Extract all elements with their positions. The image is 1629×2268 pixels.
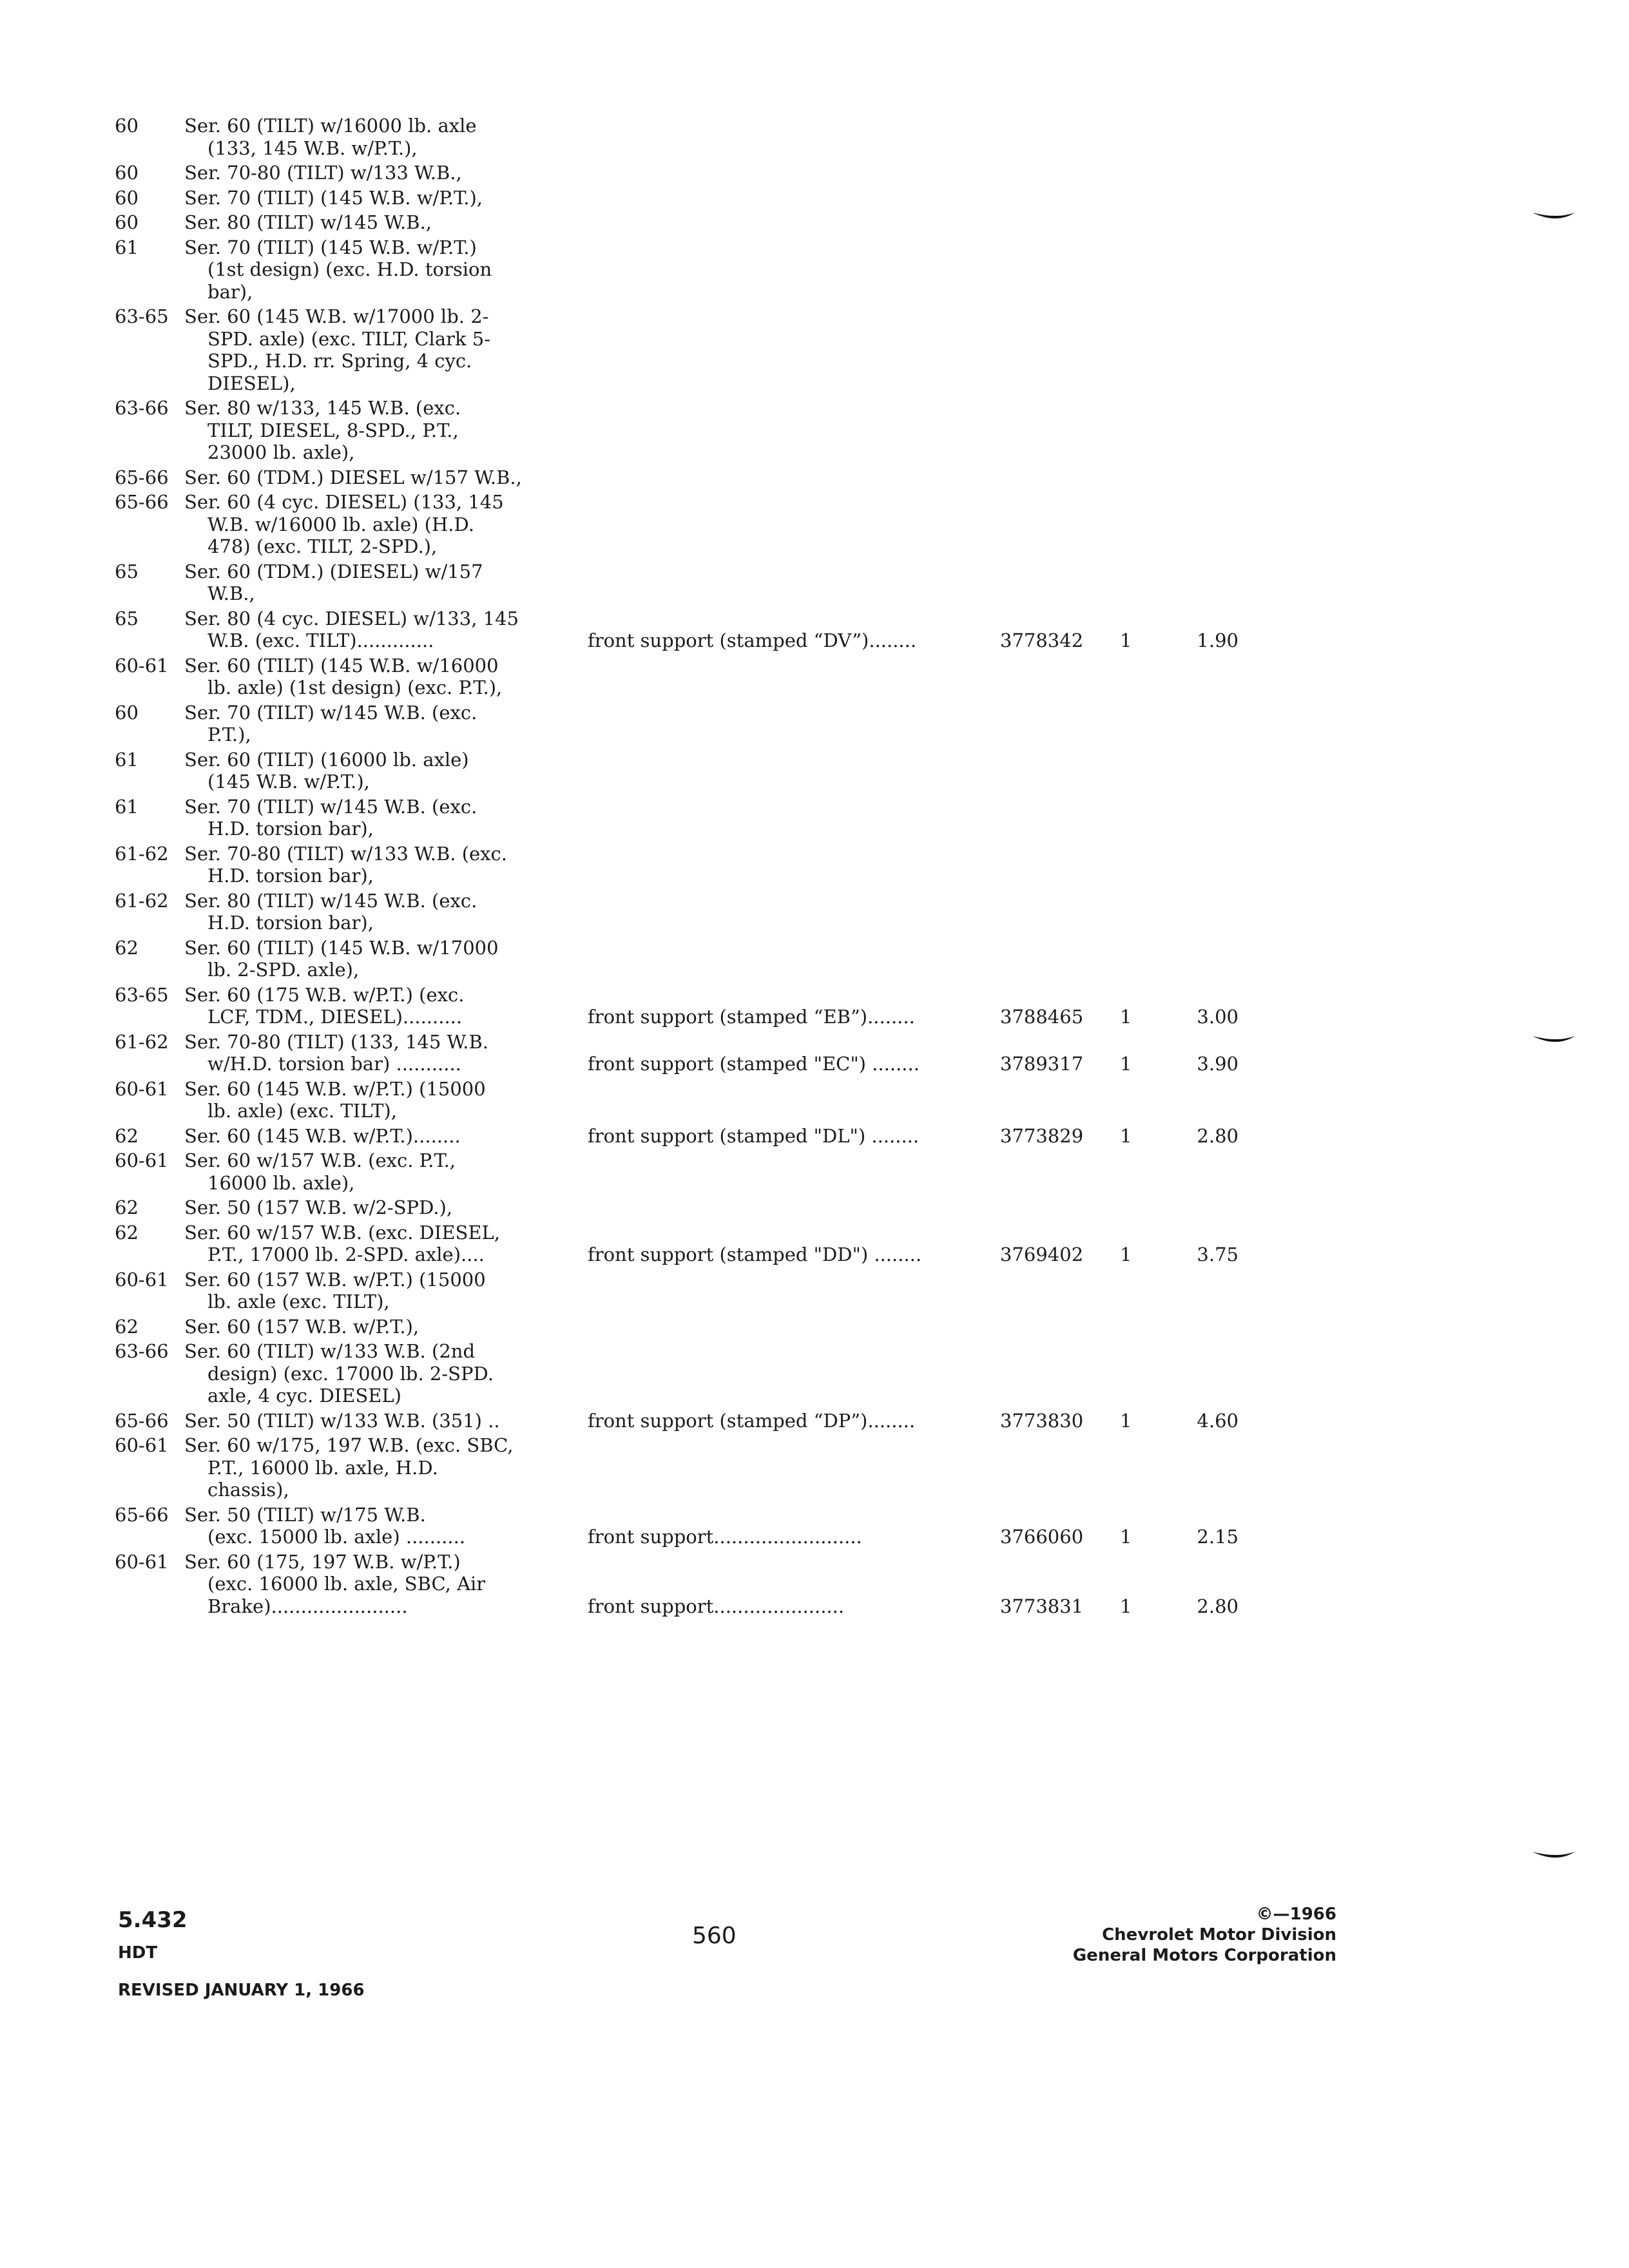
table-row xyxy=(0,1339,1629,1363)
model-year: 63-65 xyxy=(115,984,169,1006)
application-description: (exc. 15000 lb. axle) .......... xyxy=(207,1526,466,1548)
table-row xyxy=(0,1361,1629,1386)
table-row xyxy=(0,1220,1629,1245)
application-description: Ser. 50 (157 W.B. w/2-SPD.), xyxy=(184,1196,453,1218)
quantity: 1 xyxy=(1120,629,1132,651)
table-row xyxy=(0,1314,1629,1339)
part-name: front support......................... xyxy=(588,1526,862,1548)
model-year: 62 xyxy=(115,937,139,959)
application-description: Ser. 60 w/157 W.B. (exc. DIESEL, xyxy=(184,1222,501,1244)
quantity: 1 xyxy=(1120,1125,1132,1147)
application-description: (145 W.B. w/P.T.), xyxy=(207,771,370,793)
list-price: 2.80 xyxy=(1197,1125,1239,1147)
table-row xyxy=(0,747,1629,772)
table-row xyxy=(0,606,1629,631)
table-row xyxy=(0,936,1629,960)
table-row xyxy=(0,1571,1629,1596)
table-row xyxy=(0,534,1629,559)
table-row xyxy=(0,841,1629,866)
application-description: Ser. 80 (TILT) w/145 W.B., xyxy=(184,211,432,233)
application-description: Ser. 60 (145 W.B. w/17000 lb. 2- xyxy=(184,305,489,327)
application-description: Ser. 60 (175, 197 W.B. w/P.T.) xyxy=(184,1551,461,1573)
catalog-code: HDT xyxy=(118,1943,158,1963)
table-row xyxy=(0,794,1629,819)
model-year: 65 xyxy=(115,608,139,629)
table-row xyxy=(0,581,1629,606)
table-row xyxy=(0,396,1629,420)
application-description: Ser. 60 (157 W.B. w/P.T.), xyxy=(184,1316,419,1338)
part-number: 3789317 xyxy=(1000,1053,1084,1075)
application-description: Ser. 60 (TDM.) (DIESEL) w/157 xyxy=(184,561,483,582)
application-description: Ser. 70 (TILT) w/145 W.B. (exc. xyxy=(184,702,477,724)
table-row xyxy=(0,136,1629,160)
application-description: Brake)....................... xyxy=(207,1595,408,1617)
application-description: Ser. 50 (TILT) w/133 W.B. (351) .. xyxy=(184,1410,500,1432)
copyright-notice: ©—1966 xyxy=(1256,1905,1336,1924)
table-row xyxy=(0,1124,1629,1148)
model-year: 65 xyxy=(115,561,139,582)
table-row xyxy=(0,1099,1629,1123)
application-description: Ser. 50 (TILT) w/175 W.B. xyxy=(184,1504,426,1526)
table-row xyxy=(0,1077,1629,1101)
part-number: 3773830 xyxy=(1000,1410,1084,1432)
application-description: H.D. torsion bar), xyxy=(207,865,374,887)
table-row xyxy=(0,1594,1629,1619)
application-description: Ser. 60 (TILT) (145 W.B. w/16000 xyxy=(184,655,499,677)
application-description: Ser. 60 w/175, 197 W.B. (exc. SBC, xyxy=(184,1434,514,1456)
application-description: Ser. 70-80 (TILT) w/133 W.B. (exc. xyxy=(184,843,508,865)
application-description: Ser. 70 (TILT) (145 W.B. w/P.T.), xyxy=(184,187,483,209)
table-row xyxy=(0,418,1629,443)
application-description: Ser. 70 (TILT) w/145 W.B. (exc. xyxy=(184,796,477,818)
quantity: 1 xyxy=(1120,1595,1132,1617)
list-price: 1.90 xyxy=(1197,629,1239,651)
table-row xyxy=(0,889,1629,913)
table-row xyxy=(0,210,1629,235)
application-description: TILT, DIESEL, 8-SPD., P.T., xyxy=(207,419,459,441)
table-row xyxy=(0,280,1629,304)
part-name: front support (stamped "DD") ........ xyxy=(588,1244,922,1265)
section-number: 5.432 xyxy=(118,1907,188,1933)
corporation-name: General Motors Corporation xyxy=(1072,1946,1336,1965)
part-number: 3773831 xyxy=(1000,1595,1084,1617)
application-description: 478) (exc. TILT, 2-SPD.), xyxy=(207,535,438,557)
quantity: 1 xyxy=(1120,1526,1132,1548)
table-row xyxy=(0,983,1629,1007)
application-description: LCF, TDM., DIESEL).......... xyxy=(207,1006,463,1028)
application-description: Ser. 60 (TILT) w/16000 lb. axle xyxy=(184,115,477,137)
table-row xyxy=(0,1408,1629,1433)
table-row xyxy=(0,910,1629,935)
table-row xyxy=(0,1433,1629,1457)
application-description: (exc. 16000 lb. axle, SBC, Air xyxy=(207,1573,486,1595)
model-year: 63-65 xyxy=(115,305,169,327)
part-number: 3788465 xyxy=(1000,1006,1084,1028)
table-row xyxy=(0,349,1629,373)
part-number: 3769402 xyxy=(1000,1244,1084,1265)
table-row xyxy=(0,160,1629,185)
table-row xyxy=(0,1004,1629,1029)
table-row xyxy=(0,816,1629,841)
application-description: 23000 lb. axle), xyxy=(207,441,355,463)
application-description: 16000 lb. axle), xyxy=(207,1172,355,1194)
application-description: H.D. torsion bar), xyxy=(207,818,374,840)
application-description: Ser. 60 (TILT) (16000 lb. axle) xyxy=(184,749,469,771)
binding-mark-icon xyxy=(1531,210,1576,224)
part-number: 3778342 xyxy=(1000,629,1084,651)
application-description: Ser. 60 (4 cyc. DIESEL) (133, 145 xyxy=(184,491,504,513)
table-row xyxy=(0,512,1629,537)
binding-mark-icon xyxy=(1531,1033,1576,1048)
application-description: Ser. 70-80 (TILT) w/133 W.B., xyxy=(184,162,462,184)
list-price: 3.00 xyxy=(1197,1006,1239,1028)
table-row xyxy=(0,1550,1629,1574)
application-description: P.T., 16000 lb. axle, H.D. xyxy=(207,1457,438,1479)
table-row xyxy=(0,1030,1629,1054)
application-description: Ser. 70 (TILT) (145 W.B. w/P.T.) xyxy=(184,236,477,258)
application-description: lb. 2-SPD. axle), xyxy=(207,959,360,981)
table-row xyxy=(0,653,1629,678)
table-row xyxy=(0,327,1629,351)
model-year: 60 xyxy=(115,211,139,233)
application-description: W.B. (exc. TILT)............. xyxy=(207,629,434,651)
application-description: axle, 4 cyc. DIESEL) xyxy=(207,1385,401,1407)
list-price: 3.90 xyxy=(1197,1053,1239,1075)
table-row xyxy=(0,304,1629,329)
list-price: 4.60 xyxy=(1197,1410,1239,1432)
page-number: 560 xyxy=(692,1923,737,1949)
part-name: front support...................... xyxy=(588,1595,845,1617)
model-year: 60-61 xyxy=(115,1078,169,1100)
part-name: front support (stamped "DL") ........ xyxy=(588,1125,920,1147)
quantity: 1 xyxy=(1120,1006,1132,1028)
model-year: 60-61 xyxy=(115,655,169,677)
part-name: front support (stamped "EC") ........ xyxy=(588,1053,920,1075)
model-year: 60-61 xyxy=(115,1269,169,1291)
table-row xyxy=(0,235,1629,260)
binding-mark-icon xyxy=(1531,1849,1576,1863)
model-year: 65-66 xyxy=(115,1504,169,1526)
model-year: 63-66 xyxy=(115,1340,169,1362)
part-number: 3773829 xyxy=(1000,1125,1084,1147)
application-description: chassis), xyxy=(207,1479,289,1501)
table-row xyxy=(0,1242,1629,1267)
part-name: front support (stamped “DP”)........ xyxy=(588,1410,916,1432)
quantity: 1 xyxy=(1120,1244,1132,1265)
model-year: 60 xyxy=(115,187,139,209)
application-description: lb. axle) (1st design) (exc. P.T.), xyxy=(207,677,503,698)
table-row xyxy=(0,957,1629,982)
application-description: lb. axle) (exc. TILT), xyxy=(207,1100,397,1122)
application-description: P.T.), xyxy=(207,724,251,745)
model-year: 61-62 xyxy=(115,843,169,865)
table-row xyxy=(0,1524,1629,1549)
application-description: lb. axle (exc. TILT), xyxy=(207,1291,390,1312)
model-year: 62 xyxy=(115,1222,139,1244)
table-row xyxy=(0,113,1629,138)
application-description: Ser. 60 (145 W.B. w/P.T.)........ xyxy=(184,1125,461,1147)
model-year: 60 xyxy=(115,162,139,184)
application-description: (133, 145 W.B. w/P.T.), xyxy=(207,137,418,159)
part-name: front support (stamped “EB”)........ xyxy=(588,1006,915,1028)
table-row xyxy=(0,186,1629,210)
application-description: Ser. 70-80 (TILT) (133, 145 W.B. xyxy=(184,1031,489,1053)
model-year: 60 xyxy=(115,702,139,724)
application-description: Ser. 60 (175 W.B. w/P.T.) (exc. xyxy=(184,984,465,1006)
table-row xyxy=(0,1171,1629,1195)
application-description: Ser. 80 w/133, 145 W.B. (exc. xyxy=(184,397,461,419)
model-year: 65-66 xyxy=(115,466,169,488)
part-number: 3766060 xyxy=(1000,1526,1084,1548)
table-row xyxy=(0,769,1629,794)
application-description: Ser. 80 (4 cyc. DIESEL) w/133, 145 xyxy=(184,608,519,629)
table-row xyxy=(0,559,1629,584)
model-year: 60-61 xyxy=(115,1551,169,1573)
table-row xyxy=(0,1267,1629,1292)
quantity: 1 xyxy=(1120,1053,1132,1075)
model-year: 62 xyxy=(115,1196,139,1218)
model-year: 61 xyxy=(115,749,139,771)
application-description: DIESEL), xyxy=(207,372,296,394)
application-description: bar), xyxy=(207,281,253,303)
application-description: P.T., 17000 lb. 2-SPD. axle).... xyxy=(207,1244,485,1265)
table-row xyxy=(0,371,1629,396)
table-row xyxy=(0,628,1629,653)
revision-date: REVISED JANUARY 1, 1966 xyxy=(118,1981,365,2000)
application-description: (1st design) (exc. H.D. torsion xyxy=(207,258,492,280)
model-year: 62 xyxy=(115,1316,139,1338)
model-year: 61 xyxy=(115,236,139,258)
part-name: front support (stamped “DV”)........ xyxy=(588,629,917,651)
table-row xyxy=(0,1195,1629,1220)
list-price: 2.15 xyxy=(1197,1526,1239,1548)
application-description: Ser. 60 (145 W.B. w/P.T.) (15000 xyxy=(184,1078,486,1100)
model-year: 65-66 xyxy=(115,1410,169,1432)
table-row xyxy=(0,1383,1629,1408)
quantity: 1 xyxy=(1120,1410,1132,1432)
model-year: 63-66 xyxy=(115,397,169,419)
table-row xyxy=(0,863,1629,888)
model-year: 60 xyxy=(115,115,139,137)
application-description: Ser. 60 (TILT) (145 W.B. w/17000 xyxy=(184,937,499,959)
application-description: Ser. 80 (TILT) w/145 W.B. (exc. xyxy=(184,890,477,912)
table-row xyxy=(0,1148,1629,1173)
division-name: Chevrolet Motor Division xyxy=(1102,1925,1336,1945)
table-row xyxy=(0,700,1629,725)
table-row xyxy=(0,1477,1629,1502)
model-year: 62 xyxy=(115,1125,139,1147)
application-description: SPD. axle) (exc. TILT, Clark 5- xyxy=(207,328,491,350)
model-year: 61 xyxy=(115,796,139,818)
table-row xyxy=(0,1052,1629,1076)
table-row xyxy=(0,1503,1629,1527)
application-description: Ser. 60 w/157 W.B. (exc. P.T., xyxy=(184,1149,456,1171)
table-row xyxy=(0,465,1629,490)
model-year: 60-61 xyxy=(115,1434,169,1456)
model-year: 65-66 xyxy=(115,491,169,513)
table-row xyxy=(0,722,1629,747)
list-price: 2.80 xyxy=(1197,1595,1239,1617)
table-row xyxy=(0,257,1629,282)
table-row xyxy=(0,675,1629,700)
table-row xyxy=(0,1289,1629,1314)
application-description: W.B., xyxy=(207,582,255,604)
list-price: 3.75 xyxy=(1197,1244,1239,1265)
model-year: 60-61 xyxy=(115,1149,169,1171)
application-description: Ser. 60 (TILT) w/133 W.B. (2nd xyxy=(184,1340,476,1362)
application-description: SPD., H.D. rr. Spring, 4 cyc. xyxy=(207,350,472,372)
table-row xyxy=(0,490,1629,514)
table-row xyxy=(0,440,1629,465)
application-description: H.D. torsion bar), xyxy=(207,912,374,934)
application-description: design) (exc. 17000 lb. 2-SPD. xyxy=(207,1363,494,1385)
application-description: Ser. 60 (TDM.) DIESEL w/157 W.B., xyxy=(184,466,522,488)
application-description: w/H.D. torsion bar) ........... xyxy=(207,1053,461,1075)
table-row xyxy=(0,1456,1629,1480)
model-year: 61-62 xyxy=(115,1031,169,1053)
application-description: W.B. w/16000 lb. axle) (H.D. xyxy=(207,514,474,535)
application-description: Ser. 60 (157 W.B. w/P.T.) (15000 xyxy=(184,1269,486,1291)
model-year: 61-62 xyxy=(115,890,169,912)
